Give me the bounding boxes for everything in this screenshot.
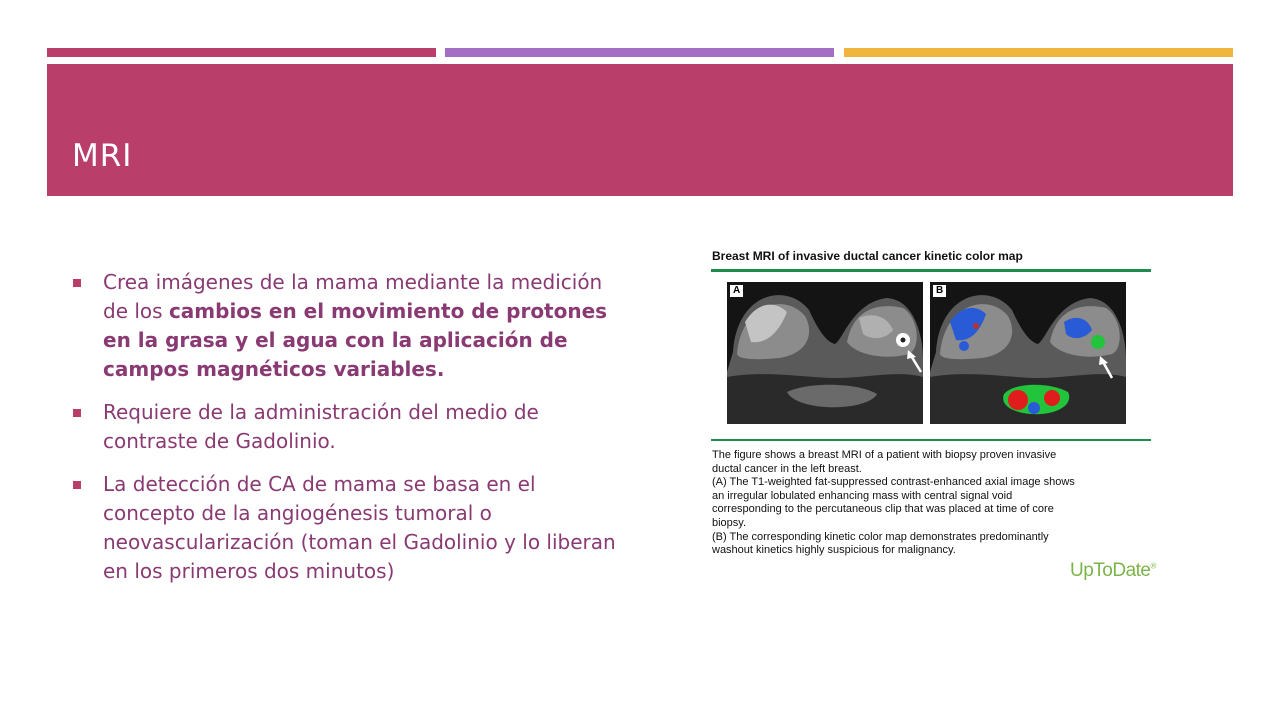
title-band bbox=[47, 64, 1233, 196]
bullet-text: Crea imágenes de la mama mediante la medición de los bbox=[103, 270, 603, 323]
mri-figure bbox=[708, 244, 1168, 590]
accent-bar-purple bbox=[445, 48, 834, 57]
figure-top-rule bbox=[711, 269, 1151, 272]
bullet-item bbox=[72, 268, 632, 384]
figure-title: Breast MRI of invasive ductal cancer kinetic color map bbox=[712, 249, 1023, 263]
square-bullet-icon bbox=[73, 409, 81, 417]
bullet-text: La detección de CA de mama se basa en el concepto de la angiogénesis tumoral o neovascularización (toman el Gadolinio y lo liberan en los primeros dos minutos) bbox=[103, 472, 616, 583]
mri-panel-b-color-map bbox=[930, 282, 1126, 424]
square-bullet-icon bbox=[73, 481, 81, 489]
figure-bottom-rule bbox=[711, 439, 1151, 441]
bullet-text: Requiere de la administración del medio de contraste de Gadolinio. bbox=[103, 400, 539, 453]
accent-bar-rose bbox=[47, 48, 436, 57]
brand-name: UpToDate bbox=[1070, 560, 1151, 581]
figure-caption: The figure shows a breast MRI of a patient with biopsy proven invasive ductal cancer in the left breast. (A) The T1-weighted fat-suppressed contrast-enhanced axial image shows an irregular lobulated enhancing mass with central signal void corresponding to the percutaneous clip that was placed at time of core biopsy. (B) The corresponding kinetic color map demonstrates predominantly washout kinetics highly suspicious for malignancy. bbox=[712, 449, 1075, 557]
bullet-list bbox=[72, 268, 632, 600]
slide-title: MRI bbox=[72, 138, 133, 174]
uptodate-logo bbox=[1070, 560, 1156, 582]
accent-bar-gold bbox=[844, 48, 1233, 57]
mri-panel-a-image bbox=[727, 282, 923, 424]
panel-a-label: A bbox=[730, 285, 743, 297]
square-bullet-icon bbox=[73, 279, 81, 287]
bullet-item bbox=[72, 470, 632, 586]
bullet-item bbox=[72, 398, 632, 456]
bullet-text-bold: cambios en el movimiento de protones en la grasa y el agua con la aplicación de campos magnéticos variables. bbox=[103, 299, 608, 381]
registered-mark: ® bbox=[1150, 561, 1156, 571]
panel-b-label: B bbox=[933, 285, 946, 297]
